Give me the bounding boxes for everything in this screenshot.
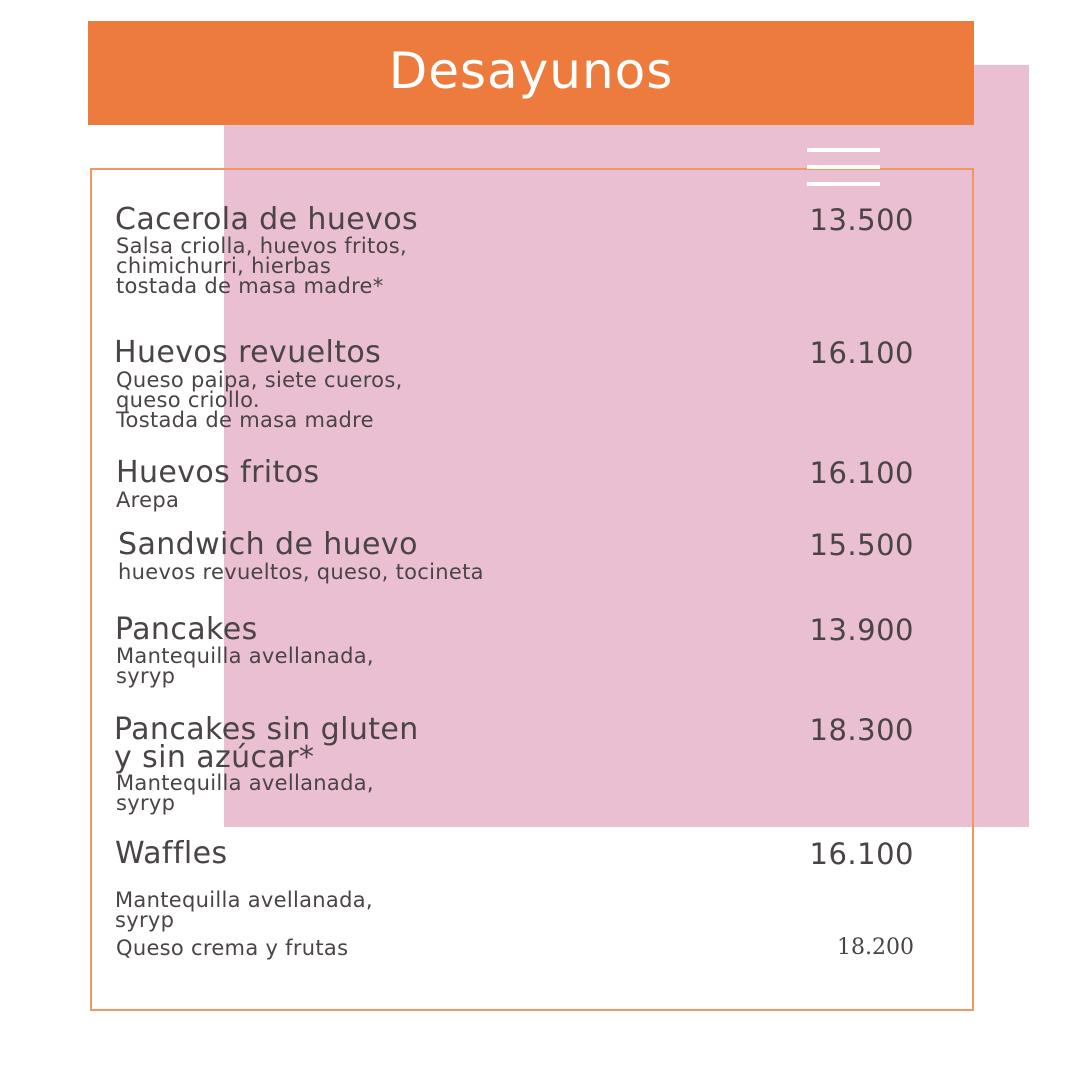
menu-item-description: Arepa bbox=[116, 488, 180, 512]
menu-item-description: Salsa criolla, huevos fritos, chimichurri, hierbas tostada de masa madre* bbox=[116, 234, 407, 298]
menu-item-description: huevos revueltos, queso, tocineta bbox=[118, 560, 484, 584]
menu-item-price: 18.300 bbox=[809, 713, 914, 747]
menu-item-name: Cacerola de huevos bbox=[115, 202, 419, 237]
menu-item-price: 16.100 bbox=[809, 456, 914, 490]
menu-item-name: Huevos revueltos bbox=[114, 335, 382, 370]
hamburger-lines-icon bbox=[807, 148, 880, 188]
menu-item-option-description: Queso crema y frutas bbox=[116, 936, 349, 960]
menu-item-price: 16.100 bbox=[809, 837, 914, 871]
menu-item-name: Huevos fritos bbox=[116, 455, 320, 490]
menu-item-price: 13.900 bbox=[809, 613, 914, 647]
menu-item-description: Mantequilla avellanada, syryp bbox=[115, 888, 373, 932]
header-bar bbox=[88, 21, 974, 125]
page-title: Desayunos bbox=[388, 42, 674, 100]
menu-item-price: 13.500 bbox=[809, 203, 914, 237]
menu-item-price: 16.100 bbox=[809, 336, 914, 370]
menu-item-description: Mantequilla avellanada, syryp bbox=[116, 644, 374, 688]
menu-item-option-price: 18.200 bbox=[837, 935, 914, 960]
menu-item-name: Pancakes bbox=[115, 612, 258, 647]
menu-item-description: Mantequilla avellanada, syryp bbox=[116, 771, 374, 815]
menu-item-name: Pancakes sin gluten y sin azúcar* bbox=[114, 712, 419, 775]
menu-item-name: Sandwich de huevo bbox=[118, 527, 418, 562]
menu-item-name: Waffles bbox=[115, 836, 228, 871]
menu-item-price: 15.500 bbox=[809, 528, 914, 562]
menu-item-description: Queso paipa, siete cueros, queso criollo. Tostada de masa madre bbox=[116, 368, 403, 432]
